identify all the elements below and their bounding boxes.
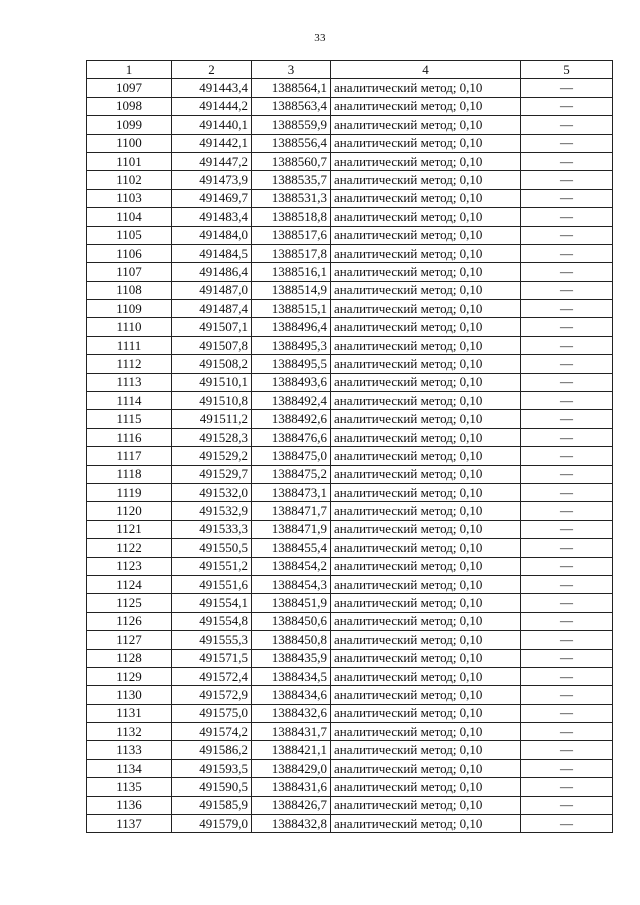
point-number-cell: 1122	[87, 539, 172, 557]
dash-cell: —	[521, 447, 613, 465]
table-row	[87, 318, 613, 336]
y-coordinate-cell: 1388421,1	[252, 741, 331, 759]
column-header-3: 3	[252, 61, 331, 79]
point-number-cell: 1108	[87, 281, 172, 299]
table-row	[87, 281, 613, 299]
y-coordinate-cell: 1388516,1	[252, 263, 331, 281]
point-number-cell: 1098	[87, 97, 172, 115]
x-coordinate-cell: 491510,1	[172, 373, 252, 391]
method-cell: аналитический метод; 0,10	[331, 171, 521, 189]
y-coordinate-cell: 1388535,7	[252, 171, 331, 189]
method-cell: аналитический метод; 0,10	[331, 134, 521, 152]
dash-cell: —	[521, 686, 613, 704]
x-coordinate-cell: 491572,9	[172, 686, 252, 704]
y-coordinate-cell: 1388556,4	[252, 134, 331, 152]
dash-cell: —	[521, 631, 613, 649]
method-cell: аналитический метод; 0,10	[331, 226, 521, 244]
point-number-cell: 1099	[87, 116, 172, 134]
point-number-cell: 1101	[87, 152, 172, 170]
dash-cell: —	[521, 667, 613, 685]
table-row	[87, 208, 613, 226]
method-cell: аналитический метод; 0,10	[331, 778, 521, 796]
point-number-cell: 1132	[87, 723, 172, 741]
point-number-cell: 1111	[87, 336, 172, 354]
page-number: 33	[314, 32, 326, 44]
dash-cell: —	[521, 134, 613, 152]
y-coordinate-cell: 1388434,6	[252, 686, 331, 704]
column-header-5: 5	[521, 61, 613, 79]
method-cell: аналитический метод; 0,10	[331, 612, 521, 630]
x-coordinate-cell: 491555,3	[172, 631, 252, 649]
x-coordinate-cell: 491528,3	[172, 428, 252, 446]
y-coordinate-cell: 1388515,1	[252, 300, 331, 318]
table-row	[87, 116, 613, 134]
table-row	[87, 704, 613, 722]
column-header-1: 1	[87, 61, 172, 79]
table-row	[87, 226, 613, 244]
method-cell: аналитический метод; 0,10	[331, 741, 521, 759]
x-coordinate-cell: 491532,9	[172, 502, 252, 520]
table-body	[87, 79, 613, 833]
x-coordinate-cell: 491507,8	[172, 336, 252, 354]
dash-cell: —	[521, 465, 613, 483]
point-number-cell: 1109	[87, 300, 172, 318]
table-row	[87, 392, 613, 410]
point-number-cell: 1112	[87, 355, 172, 373]
table-row	[87, 815, 613, 833]
point-number-cell: 1104	[87, 208, 172, 226]
x-coordinate-cell: 491447,2	[172, 152, 252, 170]
x-coordinate-cell: 491532,0	[172, 483, 252, 501]
point-number-cell: 1106	[87, 244, 172, 262]
x-coordinate-cell: 491444,2	[172, 97, 252, 115]
x-coordinate-cell: 491484,0	[172, 226, 252, 244]
x-coordinate-cell: 491554,8	[172, 612, 252, 630]
x-coordinate-cell: 491510,8	[172, 392, 252, 410]
method-cell: аналитический метод; 0,10	[331, 410, 521, 428]
y-coordinate-cell: 1388450,8	[252, 631, 331, 649]
x-coordinate-cell: 491533,3	[172, 520, 252, 538]
method-cell: аналитический метод; 0,10	[331, 318, 521, 336]
dash-cell: —	[521, 483, 613, 501]
point-number-cell: 1113	[87, 373, 172, 391]
method-cell: аналитический метод; 0,10	[331, 152, 521, 170]
x-coordinate-cell: 491487,0	[172, 281, 252, 299]
y-coordinate-cell: 1388493,6	[252, 373, 331, 391]
table-row	[87, 594, 613, 612]
x-coordinate-cell: 491511,2	[172, 410, 252, 428]
column-header-4: 4	[331, 61, 521, 79]
point-number-cell: 1114	[87, 392, 172, 410]
y-coordinate-cell: 1388564,1	[252, 79, 331, 97]
method-cell: аналитический метод; 0,10	[331, 575, 521, 593]
x-coordinate-cell: 491507,1	[172, 318, 252, 336]
y-coordinate-cell: 1388559,9	[252, 116, 331, 134]
y-coordinate-cell: 1388451,9	[252, 594, 331, 612]
dash-cell: —	[521, 300, 613, 318]
table-row	[87, 189, 613, 207]
table-row	[87, 759, 613, 777]
x-coordinate-cell: 491440,1	[172, 116, 252, 134]
point-number-cell: 1119	[87, 483, 172, 501]
table-row	[87, 447, 613, 465]
method-cell: аналитический метод; 0,10	[331, 373, 521, 391]
x-coordinate-cell: 491550,5	[172, 539, 252, 557]
x-coordinate-cell: 491508,2	[172, 355, 252, 373]
dash-cell: —	[521, 520, 613, 538]
table-row	[87, 667, 613, 685]
dash-cell: —	[521, 373, 613, 391]
y-coordinate-cell: 1388432,6	[252, 704, 331, 722]
y-coordinate-cell: 1388475,2	[252, 465, 331, 483]
x-coordinate-cell: 491575,0	[172, 704, 252, 722]
point-number-cell: 1133	[87, 741, 172, 759]
method-cell: аналитический метод; 0,10	[331, 539, 521, 557]
method-cell: аналитический метод; 0,10	[331, 336, 521, 354]
x-coordinate-cell: 491469,7	[172, 189, 252, 207]
y-coordinate-cell: 1388473,1	[252, 483, 331, 501]
point-number-cell: 1130	[87, 686, 172, 704]
method-cell: аналитический метод; 0,10	[331, 815, 521, 833]
method-cell: аналитический метод; 0,10	[331, 355, 521, 373]
dash-cell: —	[521, 152, 613, 170]
point-number-cell: 1105	[87, 226, 172, 244]
x-coordinate-cell: 491442,1	[172, 134, 252, 152]
y-coordinate-cell: 1388455,4	[252, 539, 331, 557]
method-cell: аналитический метод; 0,10	[331, 796, 521, 814]
method-cell: аналитический метод; 0,10	[331, 263, 521, 281]
dash-cell: —	[521, 502, 613, 520]
point-number-cell: 1128	[87, 649, 172, 667]
point-number-cell: 1123	[87, 557, 172, 575]
y-coordinate-cell: 1388431,7	[252, 723, 331, 741]
y-coordinate-cell: 1388560,7	[252, 152, 331, 170]
point-number-cell: 1121	[87, 520, 172, 538]
y-coordinate-cell: 1388426,7	[252, 796, 331, 814]
y-coordinate-cell: 1388432,8	[252, 815, 331, 833]
table-row	[87, 649, 613, 667]
dash-cell: —	[521, 318, 613, 336]
table-row	[87, 741, 613, 759]
x-coordinate-cell: 491554,1	[172, 594, 252, 612]
table-row	[87, 171, 613, 189]
method-cell: аналитический метод; 0,10	[331, 667, 521, 685]
y-coordinate-cell: 1388518,8	[252, 208, 331, 226]
point-number-cell: 1110	[87, 318, 172, 336]
y-coordinate-cell: 1388476,6	[252, 428, 331, 446]
dash-cell: —	[521, 171, 613, 189]
y-coordinate-cell: 1388434,5	[252, 667, 331, 685]
y-coordinate-cell: 1388517,6	[252, 226, 331, 244]
dash-cell: —	[521, 575, 613, 593]
table-row	[87, 410, 613, 428]
table-row	[87, 631, 613, 649]
y-coordinate-cell: 1388495,3	[252, 336, 331, 354]
point-number-cell: 1120	[87, 502, 172, 520]
dash-cell: —	[521, 392, 613, 410]
point-number-cell: 1131	[87, 704, 172, 722]
dash-cell: —	[521, 594, 613, 612]
x-coordinate-cell: 491487,4	[172, 300, 252, 318]
dash-cell: —	[521, 539, 613, 557]
x-coordinate-cell: 491590,5	[172, 778, 252, 796]
x-coordinate-cell: 491551,6	[172, 575, 252, 593]
x-coordinate-cell: 491585,9	[172, 796, 252, 814]
x-coordinate-cell: 491579,0	[172, 815, 252, 833]
method-cell: аналитический метод; 0,10	[331, 557, 521, 575]
method-cell: аналитический метод; 0,10	[331, 465, 521, 483]
y-coordinate-cell: 1388454,3	[252, 575, 331, 593]
table-row	[87, 428, 613, 446]
dash-cell: —	[521, 704, 613, 722]
y-coordinate-cell: 1388475,0	[252, 447, 331, 465]
point-number-cell: 1137	[87, 815, 172, 833]
x-coordinate-cell: 491486,4	[172, 263, 252, 281]
y-coordinate-cell: 1388431,6	[252, 778, 331, 796]
dash-cell: —	[521, 778, 613, 796]
dash-cell: —	[521, 723, 613, 741]
y-coordinate-cell: 1388531,3	[252, 189, 331, 207]
y-coordinate-cell: 1388454,2	[252, 557, 331, 575]
dash-cell: —	[521, 355, 613, 373]
method-cell: аналитический метод; 0,10	[331, 79, 521, 97]
table-row	[87, 520, 613, 538]
table-row	[87, 575, 613, 593]
x-coordinate-cell: 491593,5	[172, 759, 252, 777]
table-row	[87, 483, 613, 501]
table-row	[87, 612, 613, 630]
dash-cell: —	[521, 79, 613, 97]
y-coordinate-cell: 1388450,6	[252, 612, 331, 630]
y-coordinate-cell: 1388492,4	[252, 392, 331, 410]
method-cell: аналитический метод; 0,10	[331, 520, 521, 538]
table-row	[87, 244, 613, 262]
dash-cell: —	[521, 97, 613, 115]
table-row	[87, 723, 613, 741]
dash-cell: —	[521, 281, 613, 299]
table-row	[87, 778, 613, 796]
point-number-cell: 1103	[87, 189, 172, 207]
method-cell: аналитический метод; 0,10	[331, 483, 521, 501]
method-cell: аналитический метод; 0,10	[331, 208, 521, 226]
point-number-cell: 1117	[87, 447, 172, 465]
x-coordinate-cell: 491551,2	[172, 557, 252, 575]
dash-cell: —	[521, 796, 613, 814]
method-cell: аналитический метод; 0,10	[331, 631, 521, 649]
method-cell: аналитический метод; 0,10	[331, 686, 521, 704]
y-coordinate-cell: 1388514,9	[252, 281, 331, 299]
x-coordinate-cell: 491571,5	[172, 649, 252, 667]
table-row	[87, 355, 613, 373]
dash-cell: —	[521, 741, 613, 759]
dash-cell: —	[521, 208, 613, 226]
dash-cell: —	[521, 428, 613, 446]
method-cell: аналитический метод; 0,10	[331, 189, 521, 207]
y-coordinate-cell: 1388471,7	[252, 502, 331, 520]
dash-cell: —	[521, 336, 613, 354]
method-cell: аналитический метод; 0,10	[331, 594, 521, 612]
table-row	[87, 686, 613, 704]
table-row	[87, 97, 613, 115]
y-coordinate-cell: 1388517,8	[252, 244, 331, 262]
dash-cell: —	[521, 244, 613, 262]
y-coordinate-cell: 1388496,4	[252, 318, 331, 336]
dash-cell: —	[521, 116, 613, 134]
dash-cell: —	[521, 759, 613, 777]
x-coordinate-cell: 491473,9	[172, 171, 252, 189]
point-number-cell: 1107	[87, 263, 172, 281]
dash-cell: —	[521, 410, 613, 428]
column-header-2: 2	[172, 61, 252, 79]
table-row	[87, 300, 613, 318]
method-cell: аналитический метод; 0,10	[331, 97, 521, 115]
method-cell: аналитический метод; 0,10	[331, 428, 521, 446]
point-number-cell: 1125	[87, 594, 172, 612]
point-number-cell: 1136	[87, 796, 172, 814]
dash-cell: —	[521, 557, 613, 575]
method-cell: аналитический метод; 0,10	[331, 300, 521, 318]
table-row	[87, 152, 613, 170]
point-number-cell: 1097	[87, 79, 172, 97]
table-row	[87, 539, 613, 557]
point-number-cell: 1100	[87, 134, 172, 152]
table-row	[87, 263, 613, 281]
x-coordinate-cell: 491484,5	[172, 244, 252, 262]
table-row	[87, 557, 613, 575]
method-cell: аналитический метод; 0,10	[331, 447, 521, 465]
point-number-cell: 1135	[87, 778, 172, 796]
method-cell: аналитический метод; 0,10	[331, 502, 521, 520]
y-coordinate-cell: 1388492,6	[252, 410, 331, 428]
method-cell: аналитический метод; 0,10	[331, 723, 521, 741]
x-coordinate-cell: 491483,4	[172, 208, 252, 226]
method-cell: аналитический метод; 0,10	[331, 392, 521, 410]
y-coordinate-cell: 1388435,9	[252, 649, 331, 667]
point-number-cell: 1118	[87, 465, 172, 483]
y-coordinate-cell: 1388471,9	[252, 520, 331, 538]
method-cell: аналитический метод; 0,10	[331, 116, 521, 134]
dash-cell: —	[521, 815, 613, 833]
y-coordinate-cell: 1388495,5	[252, 355, 331, 373]
dash-cell: —	[521, 612, 613, 630]
point-number-cell: 1126	[87, 612, 172, 630]
point-number-cell: 1129	[87, 667, 172, 685]
method-cell: аналитический метод; 0,10	[331, 759, 521, 777]
x-coordinate-cell: 491574,2	[172, 723, 252, 741]
x-coordinate-cell: 491586,2	[172, 741, 252, 759]
dash-cell: —	[521, 263, 613, 281]
x-coordinate-cell: 491529,2	[172, 447, 252, 465]
point-number-cell: 1124	[87, 575, 172, 593]
x-coordinate-cell: 491529,7	[172, 465, 252, 483]
coordinates-table	[86, 60, 613, 833]
y-coordinate-cell: 1388429,0	[252, 759, 331, 777]
table-row	[87, 373, 613, 391]
point-number-cell: 1116	[87, 428, 172, 446]
point-number-cell: 1102	[87, 171, 172, 189]
dash-cell: —	[521, 189, 613, 207]
table-row	[87, 465, 613, 483]
y-coordinate-cell: 1388563,4	[252, 97, 331, 115]
method-cell: аналитический метод; 0,10	[331, 704, 521, 722]
x-coordinate-cell: 491572,4	[172, 667, 252, 685]
method-cell: аналитический метод; 0,10	[331, 649, 521, 667]
dash-cell: —	[521, 649, 613, 667]
table-row	[87, 134, 613, 152]
table-row	[87, 336, 613, 354]
table-row	[87, 502, 613, 520]
point-number-cell: 1115	[87, 410, 172, 428]
table-row	[87, 796, 613, 814]
point-number-cell: 1127	[87, 631, 172, 649]
table-row	[87, 79, 613, 97]
point-number-cell: 1134	[87, 759, 172, 777]
method-cell: аналитический метод; 0,10	[331, 281, 521, 299]
x-coordinate-cell: 491443,4	[172, 79, 252, 97]
method-cell: аналитический метод; 0,10	[331, 244, 521, 262]
table-header-row	[87, 61, 613, 79]
dash-cell: —	[521, 226, 613, 244]
